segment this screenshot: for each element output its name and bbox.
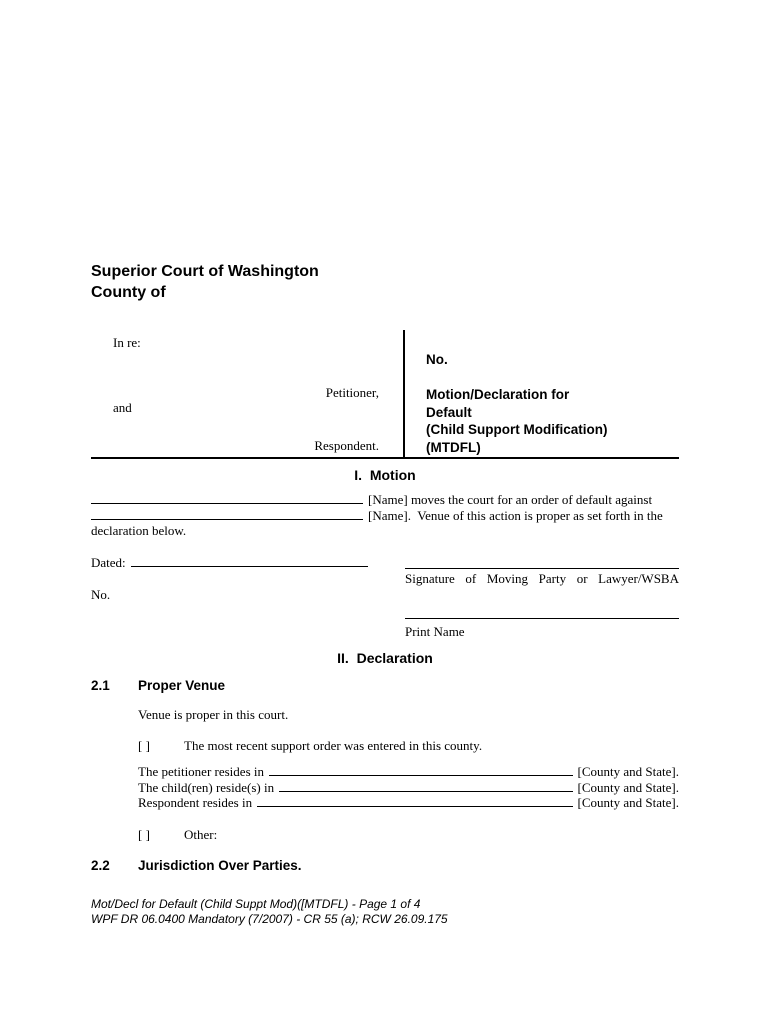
dated-blank[interactable] xyxy=(131,566,368,567)
in-re-label: In re: xyxy=(113,335,141,350)
respondent-residence-label: Respondent resides in xyxy=(138,795,253,811)
caption-parties-cell xyxy=(91,330,405,457)
petitioner-residence-blank[interactable] xyxy=(269,774,573,776)
document-title-line2: Default xyxy=(426,404,472,420)
support-order-check-row xyxy=(138,738,482,754)
children-residence-label: The child(ren) reside(s) in xyxy=(138,779,275,795)
section-2-2-heading xyxy=(91,858,302,873)
petitioner-residence-label: The petitioner resides in xyxy=(138,764,264,779)
children-residence-row xyxy=(138,780,679,796)
court-title-line1: Superior Court of Washington xyxy=(91,263,319,280)
and-label: and xyxy=(113,400,132,415)
signature-caption: Signature of Moving Party or Lawyer/WSBA xyxy=(405,571,679,586)
motion-line2 xyxy=(91,508,679,524)
caption-title-cell xyxy=(405,330,679,457)
support-order-check-text: The most recent support order was entered in this county. xyxy=(184,738,483,753)
footer-line2: WPF DR 06.0400 Mandatory (7/2007) - CR 55 (a); RCW 26.09.175 xyxy=(91,911,448,926)
section-2-2-title: Jurisdiction Over Parties. xyxy=(138,858,302,873)
petitioner-residence-suffix: [County and State]. xyxy=(577,764,679,779)
defaulting-party-name-blank[interactable] xyxy=(91,519,363,520)
motion-line1 xyxy=(91,492,679,508)
footer-line1: Mot/Decl for Default (Child Suppt Mod)([MTDFL) - Page 1 of 4 xyxy=(91,897,421,911)
print-name-label: Print Name xyxy=(405,624,465,639)
respondent-residence-row xyxy=(138,795,679,811)
document-title-line4: (MTDFL) xyxy=(426,439,481,455)
other-checkbox[interactable]: [ ] xyxy=(138,827,150,842)
section-2-1-number: 2.1 xyxy=(91,678,110,693)
motion-paragraph xyxy=(91,492,679,539)
respondent-residence-suffix: [County and State]. xyxy=(577,795,679,811)
moving-party-name-blank[interactable] xyxy=(91,503,363,504)
signature-line[interactable] xyxy=(405,568,679,569)
motion-line2-text: [Name]. Venue of this action is proper as set forth in the xyxy=(368,507,663,523)
motion-line3: declaration below. xyxy=(91,523,187,539)
petitioner-label: Petitioner, xyxy=(325,385,379,400)
respondent-residence-blank[interactable] xyxy=(257,805,572,807)
signature-caption-wrap: No. xyxy=(91,587,111,602)
print-name-line[interactable] xyxy=(405,618,679,619)
section-2-1-title: Proper Venue xyxy=(138,678,226,693)
motion-heading: I. Motion xyxy=(354,467,416,483)
dated-label: Dated: xyxy=(91,555,126,570)
signature-block xyxy=(91,554,679,650)
other-check-row xyxy=(138,827,217,843)
residence-lines xyxy=(138,764,679,811)
respondent-label: Respondent. xyxy=(314,438,379,453)
document-title xyxy=(426,386,607,456)
declaration-heading: II. Declaration xyxy=(337,650,433,666)
venue-text: Venue is proper in this court. xyxy=(138,707,289,722)
support-order-checkbox[interactable]: [ ] xyxy=(138,738,150,753)
section-2-2-number: 2.2 xyxy=(91,858,110,873)
children-residence-suffix: [County and State]. xyxy=(577,779,679,795)
court-title xyxy=(91,261,319,303)
court-title-line2: County of xyxy=(91,284,166,301)
dated-row xyxy=(91,555,368,571)
section-2-1-heading xyxy=(91,678,225,693)
case-caption xyxy=(91,330,679,459)
petitioner-residence-row xyxy=(138,764,679,780)
document-title-line3: (Child Support Modification) xyxy=(426,422,608,437)
document-title-line1: Motion/Declaration for xyxy=(426,387,570,402)
case-number-label: No. xyxy=(426,352,448,367)
form-footer xyxy=(91,897,448,926)
other-label: Other: xyxy=(184,827,218,842)
motion-line1-text: [Name] moves the court for an order of default against xyxy=(368,492,653,507)
children-residence-blank[interactable] xyxy=(279,790,572,792)
